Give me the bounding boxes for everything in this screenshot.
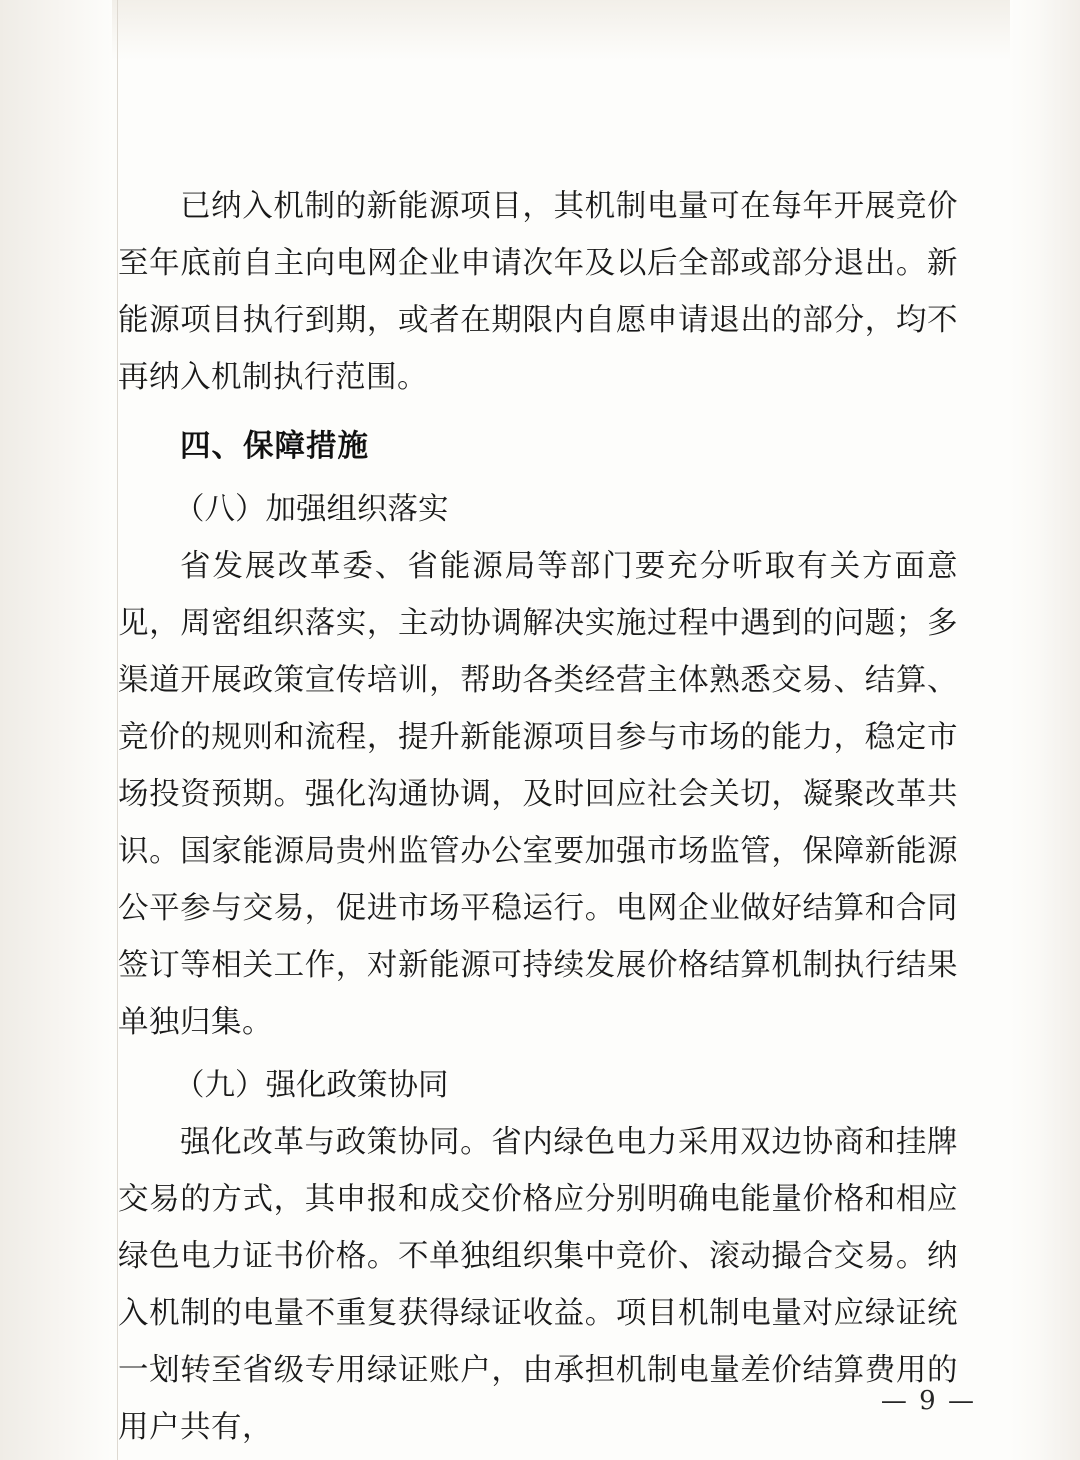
page-number: — 9 — [880,1386,976,1416]
paragraph-organization: 省发展改革委、省能源局等部门要充分听取有关方面意见，周密组织落实，主动协调解决实施过程中遇到的问题；多渠道开展政策宣传培训，帮助各类经营主体熟悉交易、结算、竞价的规则和流程，提升新能源项目参与市场的能力，稳定市场投资预期。强化沟通协调，及时回应社会关切，凝聚改革共识。国家能源局贵州监管办公室要加强市场监管，保障新能源公平参与交易，促进市场平稳运行。电网企业做好结算和合同签订等相关工作，对新能源可持续发展价格结算机制执行结果单独归集。 [118,549,958,1040]
page-top-shadow [0,0,1080,60]
document-body [118,178,958,1456]
section-heading-four: 四、保障措施 [180,429,369,464]
page-right-shadow [1010,0,1080,1460]
subheading-eight: （八）加强组织落实 [174,492,449,527]
paragraph-mechanism-exit: 已纳入机制的新能源项目，其机制电量可在每年开展竞价至年底前自主向电网企业申请次年及以后全部或部分退出。新能源项目执行到期，或者在期限内自愿申请退出的部分，均不再纳入机制执行范围。 [118,189,958,395]
paragraph-policy-synergy: 强化改革与政策协同。省内绿色电力采用双边协商和挂牌交易的方式，其申报和成交价格应分别明确电能量价格和相应绿色电力证书价格。不单独组织集中竞价、滚动撮合交易。纳入机制的电量不重复获得绿证收益。项目机制电量对应绿证统一划转至省级专用绿证账户，由承担机制电量差价结算费用的用户共有， [118,1125,958,1445]
subheading-nine: （九）强化政策协同 [174,1068,449,1103]
page-left-shadow [0,0,112,1460]
